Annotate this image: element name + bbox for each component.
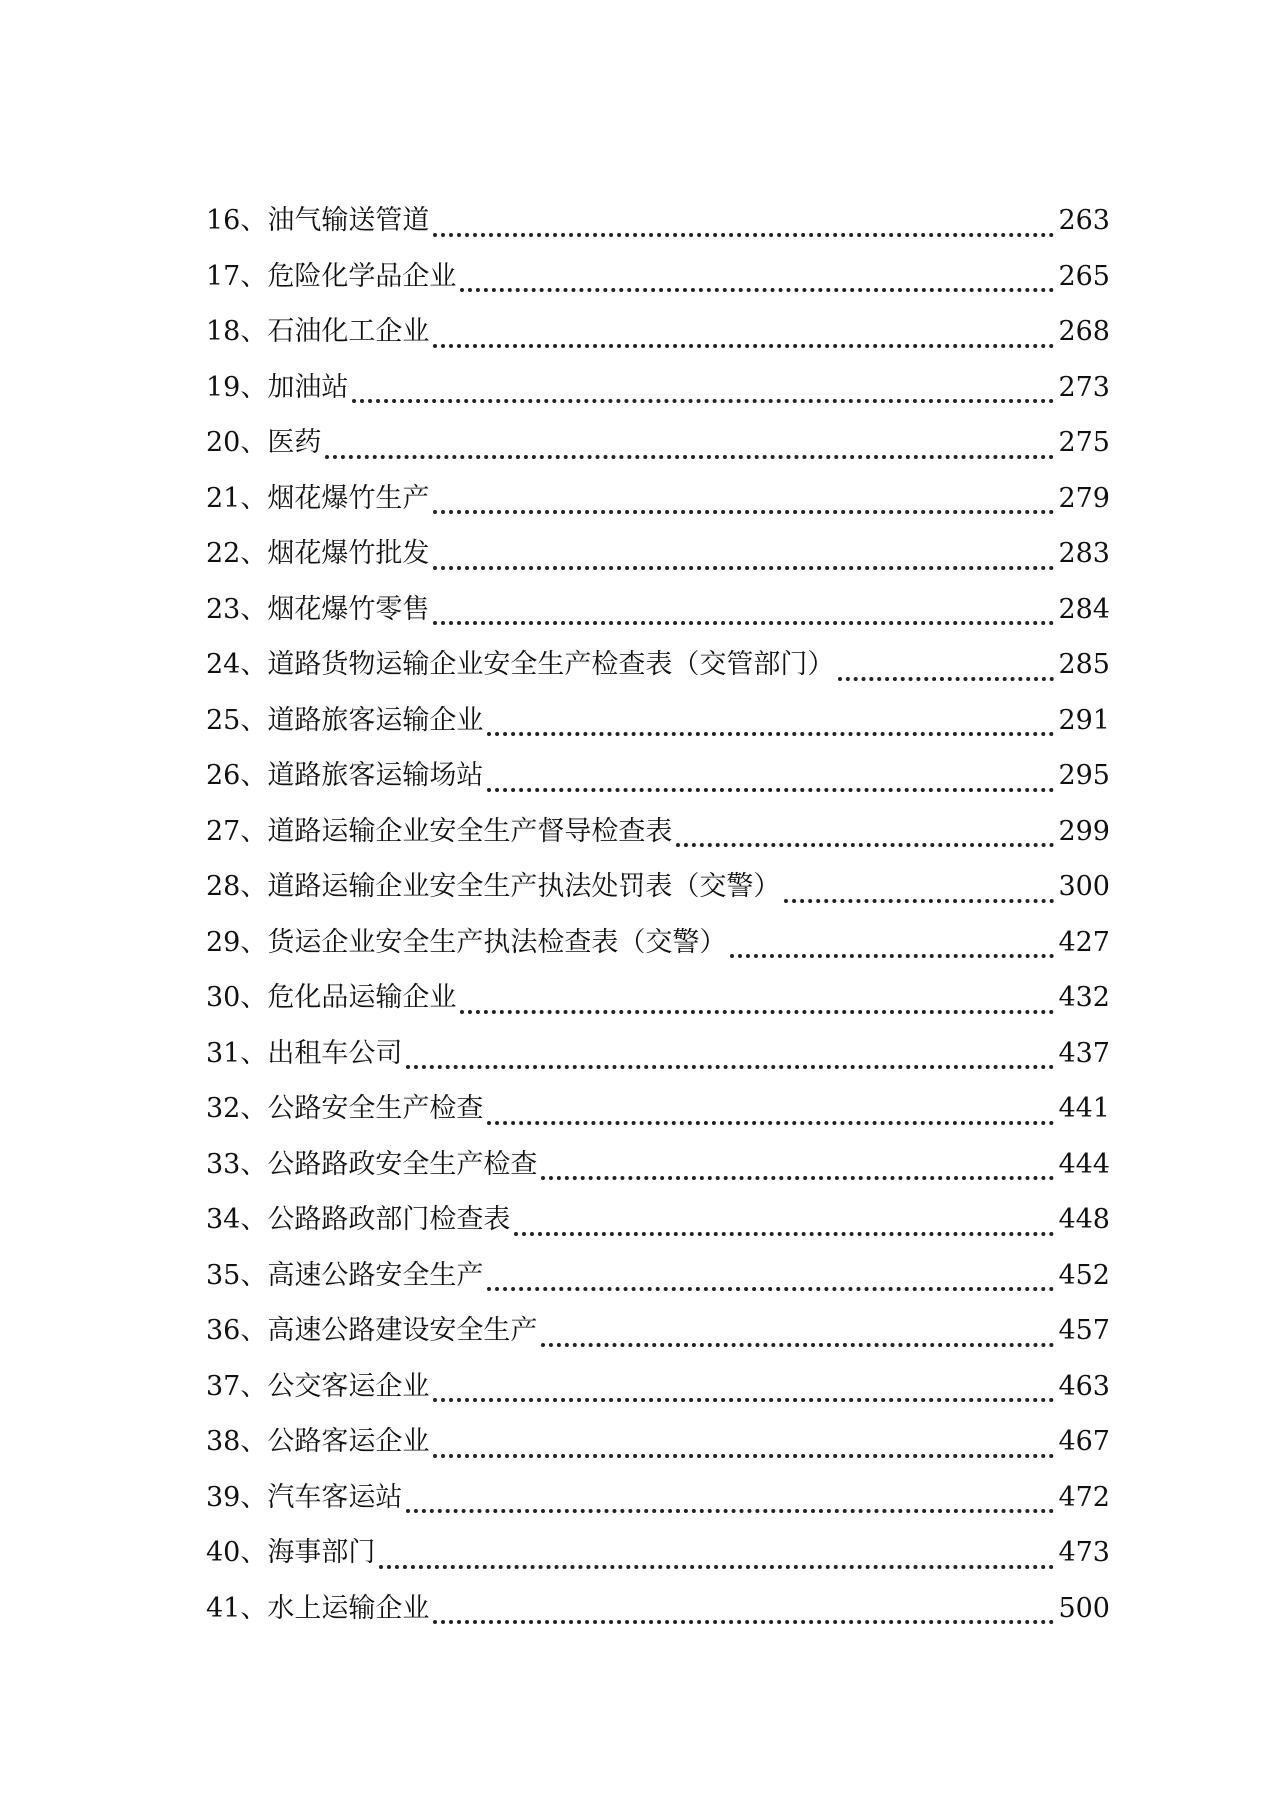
toc-entry-page-number: 473 [1058,1537,1110,1568]
toc-entry-label: 23、烟花爆竹零售 [206,593,430,625]
toc-entry-label: 34、公路路政部门检查表 [206,1204,511,1235]
dot-leader [433,566,1054,570]
toc-entry[interactable] [206,706,1110,762]
dot-leader [460,288,1054,292]
dot-leader [784,899,1054,903]
toc-entry-label: 26、道路旅客运输场站 [206,760,484,791]
toc-entry[interactable] [206,983,1110,1039]
toc-entry[interactable] [206,928,1110,984]
toc-entry-label: 37、公交客运企业 [206,1370,430,1402]
toc-entry[interactable] [206,761,1110,817]
toc-entry-page-number: 285 [1058,649,1110,680]
toc-entry-page-number: 268 [1058,316,1110,347]
toc-entry-page-number: 437 [1058,1037,1110,1069]
dot-leader [433,621,1054,625]
dot-leader [433,344,1054,348]
dot-leader [433,1454,1054,1458]
toc-entry-label: 22、烟花爆竹批发 [206,538,430,569]
dot-leader [487,788,1054,792]
dot-leader [433,233,1054,237]
dot-leader [541,1343,1054,1347]
toc-entry-label: 28、道路运输企业安全生产执法处罚表（交警） [206,871,781,902]
dot-leader [838,677,1054,681]
toc-entry-label: 25、道路旅客运输企业 [206,704,484,736]
toc-entry-page-number: 448 [1058,1204,1110,1235]
toc-entry[interactable] [206,650,1110,706]
toc-entry[interactable] [206,1538,1110,1594]
toc-entry-label: 33、公路路政安全生产检查 [206,1148,538,1180]
toc-entry-page-number: 275 [1058,427,1110,458]
toc-entry-page-number: 283 [1058,538,1110,569]
dot-leader [487,1287,1054,1291]
toc-entry[interactable] [206,595,1110,651]
dot-leader [487,1121,1054,1125]
toc-entry-label: 38、公路客运企业 [206,1426,430,1457]
toc-entry-label: 36、高速公路建设安全生产 [206,1315,538,1346]
toc-entry-page-number: 444 [1058,1148,1110,1180]
toc-entry-label: 31、出租车公司 [206,1037,403,1069]
dot-leader [487,732,1054,736]
toc-entry[interactable] [206,817,1110,873]
dot-leader [541,1176,1054,1180]
toc-entry[interactable] [206,1205,1110,1261]
toc-entry-page-number: 284 [1058,593,1110,625]
toc-entry[interactable] [206,1483,1110,1539]
toc-entry-label: 18、石油化工企业 [206,316,430,347]
toc-entry[interactable] [206,262,1110,318]
toc-entry[interactable] [206,1372,1110,1428]
toc-entry[interactable] [206,1261,1110,1317]
toc-entry-page-number: 263 [1058,205,1110,236]
toc-entry-label: 41、水上运输企业 [206,1592,430,1624]
toc-entry[interactable] [206,373,1110,429]
toc-entry-page-number: 300 [1058,871,1110,902]
toc-entry-label: 27、道路运输企业安全生产督导检查表 [206,815,673,847]
toc-entry-label: 16、油气输送管道 [206,205,430,236]
toc-entry-page-number: 427 [1058,926,1110,958]
toc-entry[interactable] [206,539,1110,595]
toc-entry-label: 39、汽车客运站 [206,1481,403,1513]
toc-entry-page-number: 457 [1058,1315,1110,1346]
toc-entry-page-number: 299 [1058,815,1110,847]
toc-entry[interactable] [206,206,1110,262]
dot-leader [514,1232,1054,1236]
toc-entry-page-number: 273 [1058,371,1110,403]
toc-entry-label: 21、烟花爆竹生产 [206,482,430,514]
dot-leader [406,1065,1054,1069]
toc-entry-label: 30、危化品运输企业 [206,982,457,1013]
dot-leader [352,399,1054,403]
toc-entry[interactable] [206,484,1110,540]
toc-entry-label: 32、公路安全生产检查 [206,1093,484,1124]
toc-entry-label: 19、加油站 [206,371,349,403]
toc-entry-label: 20、医药 [206,427,322,458]
toc-entry-page-number: 295 [1058,760,1110,791]
toc-entry[interactable] [206,1594,1110,1650]
dot-leader [460,1010,1054,1014]
dot-leader [433,1398,1054,1402]
toc-entry-page-number: 432 [1058,982,1110,1013]
toc-entry-page-number: 441 [1058,1093,1110,1124]
toc-entry[interactable] [206,1094,1110,1150]
toc-entry-page-number: 472 [1058,1481,1110,1513]
toc-entry[interactable] [206,317,1110,373]
toc-entry-label: 29、货运企业安全生产执法检查表（交警） [206,926,727,958]
toc-entry-page-number: 291 [1058,704,1110,736]
toc-entry-label: 40、海事部门 [206,1537,376,1568]
dot-leader [406,1509,1054,1513]
toc-entry[interactable] [206,428,1110,484]
toc-entry[interactable] [206,1039,1110,1095]
toc-entry[interactable] [206,872,1110,928]
toc-entry-page-number: 467 [1058,1426,1110,1457]
toc-entry-label: 35、高速公路安全生产 [206,1259,484,1291]
dot-leader [433,1620,1054,1624]
toc-entry-page-number: 452 [1058,1259,1110,1291]
toc-entry-label: 17、危险化学品企业 [206,260,457,292]
toc-entry-label: 24、道路货物运输企业安全生产检查表（交管部门） [206,649,835,680]
toc-entry[interactable] [206,1316,1110,1372]
dot-leader [730,954,1054,958]
toc-entry-page-number: 279 [1058,482,1110,514]
dot-leader [433,510,1054,514]
dot-leader [325,455,1054,459]
table-of-contents [206,206,1110,1649]
dot-leader [676,843,1054,847]
toc-entry-page-number: 463 [1058,1370,1110,1402]
toc-entry[interactable] [206,1427,1110,1483]
toc-entry-page-number: 265 [1058,260,1110,292]
toc-entry[interactable] [206,1150,1110,1206]
dot-leader [379,1565,1054,1569]
toc-entry-page-number: 500 [1058,1592,1110,1624]
